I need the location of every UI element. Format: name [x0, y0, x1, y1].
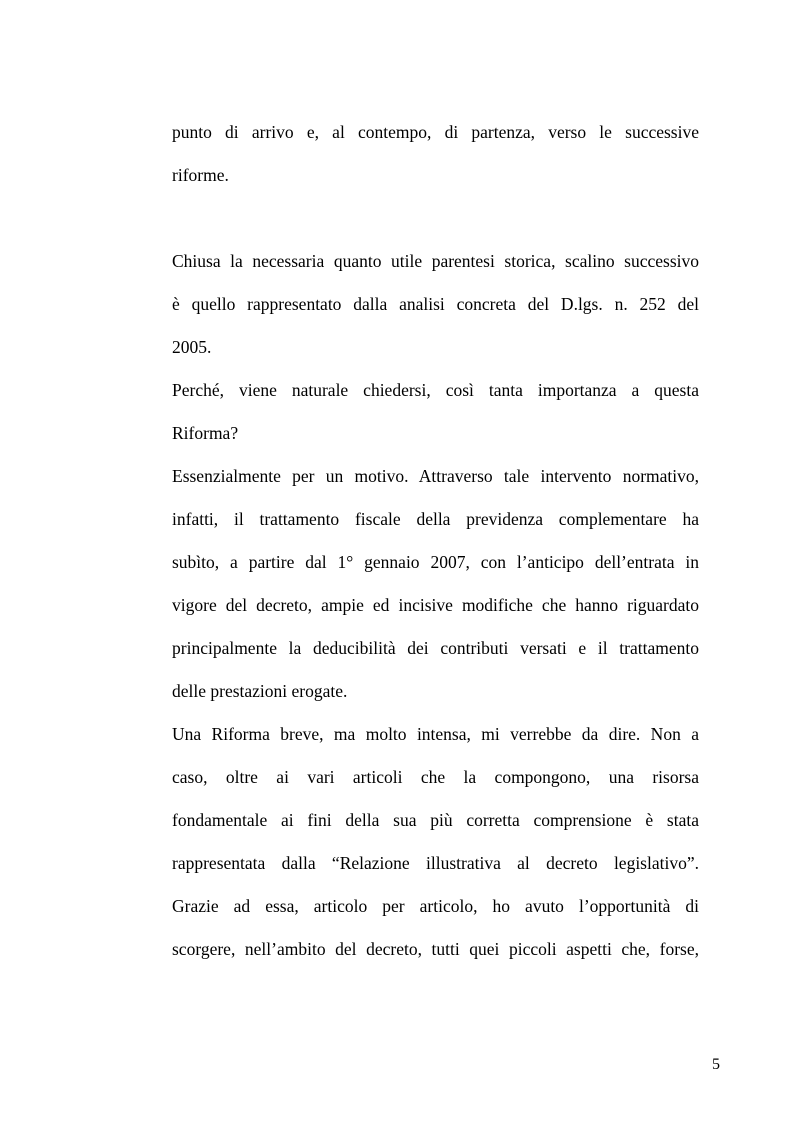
text-line: Grazie ad essa, articolo per articolo, ho avuto l’opportunità di: [172, 896, 699, 916]
text-line: Essenzialmente per un motivo. Attraverso tale intervento normativo,: [172, 466, 699, 486]
text-line: vigore del decreto, ampie ed incisive modifiche che hanno riguardato: [172, 595, 699, 615]
text-line: Perché, viene naturale chiedersi, così tanta importanza a questa: [172, 380, 699, 400]
text-line: Riforma?: [172, 423, 239, 443]
text-line: è quello rappresentato dalla analisi concreta del D.lgs. n. 252 del: [172, 294, 699, 314]
text-line: infatti, il trattamento fiscale della previdenza complementare ha: [172, 509, 699, 529]
text-line: subìto, a partire dal 1° gennaio 2007, con l’anticipo dell’entrata in: [172, 552, 699, 572]
text-line: riforme.: [172, 165, 229, 185]
text-line: 2005.: [172, 337, 212, 357]
text-line: scorgere, nell’ambito del decreto, tutti quei piccoli aspetti che, forse,: [172, 939, 699, 959]
text-line: punto di arrivo e, al contempo, di partenza, verso le successive: [172, 122, 699, 142]
text-line: fondamentale ai fini della sua più corretta comprensione è stata: [172, 810, 699, 830]
text-line: Chiusa la necessaria quanto utile parentesi storica, scalino successivo: [172, 251, 699, 271]
text-line: delle prestazioni erogate.: [172, 681, 348, 701]
text-line: Una Riforma breve, ma molto intensa, mi verrebbe da dire. Non a: [172, 724, 699, 744]
page-number: 5: [712, 1056, 720, 1073]
text-line: principalmente la deducibilità dei contributi versati e il trattamento: [172, 638, 699, 658]
text-line: rappresentata dalla “Relazione illustrativa al decreto legislativo”.: [172, 853, 699, 873]
text-line: caso, oltre ai vari articoli che la compongono, una risorsa: [172, 767, 699, 787]
